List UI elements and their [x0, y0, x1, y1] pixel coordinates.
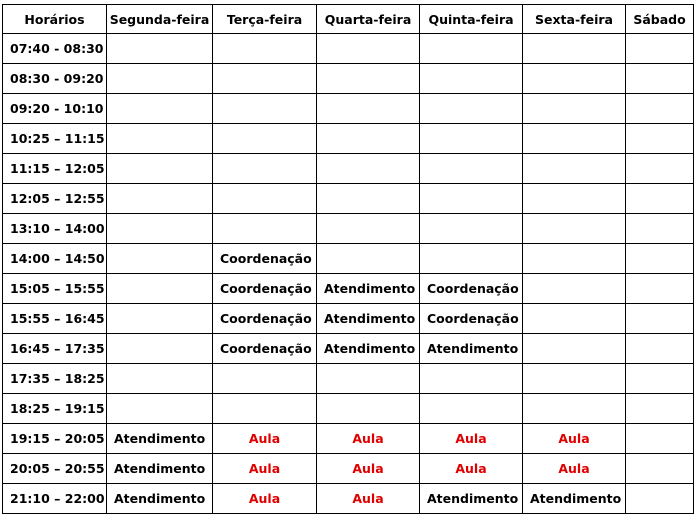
table-row — [3, 364, 694, 394]
schedule-cell: Aula — [213, 484, 317, 514]
schedule-cell: Coordenação — [420, 304, 523, 334]
schedule-cell — [626, 424, 694, 454]
schedule-cell — [420, 364, 523, 394]
schedule-cell — [626, 484, 694, 514]
schedule-cell — [213, 364, 317, 394]
schedule-cell — [107, 304, 213, 334]
header-day: Quinta-feira — [420, 5, 523, 34]
schedule-cell — [317, 154, 420, 184]
header-day: Terça-feira — [213, 5, 317, 34]
schedule-cell — [107, 34, 213, 64]
table-row — [3, 64, 694, 94]
schedule-cell — [213, 184, 317, 214]
time-slot: 07:40 - 08:30 — [3, 34, 107, 64]
schedule-cell: Atendimento — [420, 334, 523, 364]
schedule-cell — [626, 394, 694, 424]
schedule-cell — [626, 94, 694, 124]
schedule-cell — [523, 334, 626, 364]
header-row — [3, 5, 694, 34]
schedule-cell: Atendimento — [107, 424, 213, 454]
schedule-cell — [523, 274, 626, 304]
time-slot: 15:05 – 15:55 — [3, 274, 107, 304]
schedule-cell: Atendimento — [317, 334, 420, 364]
schedule-cell: Coordenação — [213, 274, 317, 304]
schedule-cell — [626, 334, 694, 364]
schedule-cell — [420, 34, 523, 64]
schedule-cell: Coordenação — [213, 304, 317, 334]
time-slot: 16:45 – 17:35 — [3, 334, 107, 364]
table-row — [3, 454, 694, 484]
schedule-cell — [107, 94, 213, 124]
schedule-cell — [107, 64, 213, 94]
time-slot: 18:25 – 19:15 — [3, 394, 107, 424]
schedule-cell — [523, 364, 626, 394]
time-slot: 11:15 – 12:05 — [3, 154, 107, 184]
schedule-cell — [213, 394, 317, 424]
schedule-cell — [107, 124, 213, 154]
schedule-cell — [523, 34, 626, 64]
time-slot: 08:30 - 09:20 — [3, 64, 107, 94]
schedule-cell: Coordenação — [213, 244, 317, 274]
header-day: Sexta-feira — [523, 5, 626, 34]
schedule-cell: Coordenação — [213, 334, 317, 364]
schedule-cell — [420, 124, 523, 154]
schedule-cell: Atendimento — [420, 484, 523, 514]
header-day: Sábado — [626, 5, 694, 34]
schedule-cell: Aula — [213, 424, 317, 454]
time-slot: 21:10 – 22:00 — [3, 484, 107, 514]
schedule-cell — [317, 124, 420, 154]
time-slot: 10:25 – 11:15 — [3, 124, 107, 154]
schedule-cell — [107, 334, 213, 364]
schedule-cell — [420, 94, 523, 124]
table-row — [3, 394, 694, 424]
table-row — [3, 94, 694, 124]
schedule-cell — [213, 64, 317, 94]
table-row — [3, 304, 694, 334]
schedule-cell — [626, 34, 694, 64]
table-row — [3, 184, 694, 214]
schedule-cell — [317, 64, 420, 94]
schedule-cell — [523, 64, 626, 94]
schedule-cell — [420, 154, 523, 184]
schedule-cell — [523, 154, 626, 184]
schedule-cell — [317, 244, 420, 274]
table-row — [3, 214, 694, 244]
time-slot: 09:20 - 10:10 — [3, 94, 107, 124]
schedule-cell — [626, 214, 694, 244]
schedule-cell: Atendimento — [317, 274, 420, 304]
schedule-cell: Aula — [523, 454, 626, 484]
schedule-cell — [317, 364, 420, 394]
schedule-cell — [213, 34, 317, 64]
schedule-table — [2, 4, 694, 514]
schedule-cell — [626, 304, 694, 334]
schedule-cell — [523, 244, 626, 274]
schedule-cell — [107, 244, 213, 274]
table-row — [3, 124, 694, 154]
schedule-cell — [107, 364, 213, 394]
schedule-cell — [626, 154, 694, 184]
schedule-cell — [523, 94, 626, 124]
schedule-cell — [420, 244, 523, 274]
schedule-cell — [107, 154, 213, 184]
schedule-cell — [420, 394, 523, 424]
time-slot: 12:05 – 12:55 — [3, 184, 107, 214]
table-row — [3, 34, 694, 64]
schedule-cell — [420, 64, 523, 94]
schedule-cell — [523, 394, 626, 424]
schedule-cell: Aula — [420, 454, 523, 484]
time-slot: 20:05 – 20:55 — [3, 454, 107, 484]
schedule-cell — [213, 94, 317, 124]
table-row — [3, 334, 694, 364]
schedule-cell — [213, 214, 317, 244]
schedule-cell — [626, 184, 694, 214]
schedule-cell — [107, 274, 213, 304]
schedule-cell — [523, 184, 626, 214]
schedule-cell — [420, 214, 523, 244]
schedule-cell — [523, 214, 626, 244]
schedule-cell — [626, 244, 694, 274]
schedule-cell — [317, 214, 420, 244]
header-day: Quarta-feira — [317, 5, 420, 34]
schedule-cell: Atendimento — [107, 484, 213, 514]
schedule-cell: Aula — [317, 484, 420, 514]
time-slot: 15:55 – 16:45 — [3, 304, 107, 334]
schedule-cell: Atendimento — [317, 304, 420, 334]
schedule-cell — [523, 304, 626, 334]
table-row — [3, 154, 694, 184]
schedule-cell — [107, 394, 213, 424]
schedule-cell — [626, 454, 694, 484]
table-row — [3, 274, 694, 304]
schedule-cell: Aula — [420, 424, 523, 454]
time-slot: 19:15 – 20:05 — [3, 424, 107, 454]
schedule-cell — [523, 124, 626, 154]
header-times: Horários — [3, 5, 107, 34]
schedule-cell — [317, 34, 420, 64]
schedule-cell — [420, 184, 523, 214]
schedule-cell: Atendimento — [523, 484, 626, 514]
time-slot: 17:35 – 18:25 — [3, 364, 107, 394]
schedule-cell: Aula — [317, 454, 420, 484]
schedule-cell — [626, 364, 694, 394]
schedule-cell — [213, 154, 317, 184]
header-day: Segunda-feira — [107, 5, 213, 34]
schedule-cell — [626, 274, 694, 304]
table-row — [3, 484, 694, 514]
time-slot: 13:10 – 14:00 — [3, 214, 107, 244]
time-slot: 14:00 – 14:50 — [3, 244, 107, 274]
schedule-cell: Coordenação — [420, 274, 523, 304]
schedule-cell — [317, 184, 420, 214]
schedule-cell — [107, 214, 213, 244]
table-row — [3, 424, 694, 454]
schedule-cell: Aula — [523, 424, 626, 454]
schedule-cell: Aula — [317, 424, 420, 454]
schedule-body — [3, 34, 694, 514]
table-row — [3, 244, 694, 274]
schedule-cell — [317, 394, 420, 424]
schedule-cell: Aula — [213, 454, 317, 484]
schedule-cell — [626, 124, 694, 154]
schedule-cell: Atendimento — [107, 454, 213, 484]
schedule-cell — [107, 184, 213, 214]
schedule-cell — [213, 124, 317, 154]
schedule-cell — [317, 94, 420, 124]
schedule-cell — [626, 64, 694, 94]
